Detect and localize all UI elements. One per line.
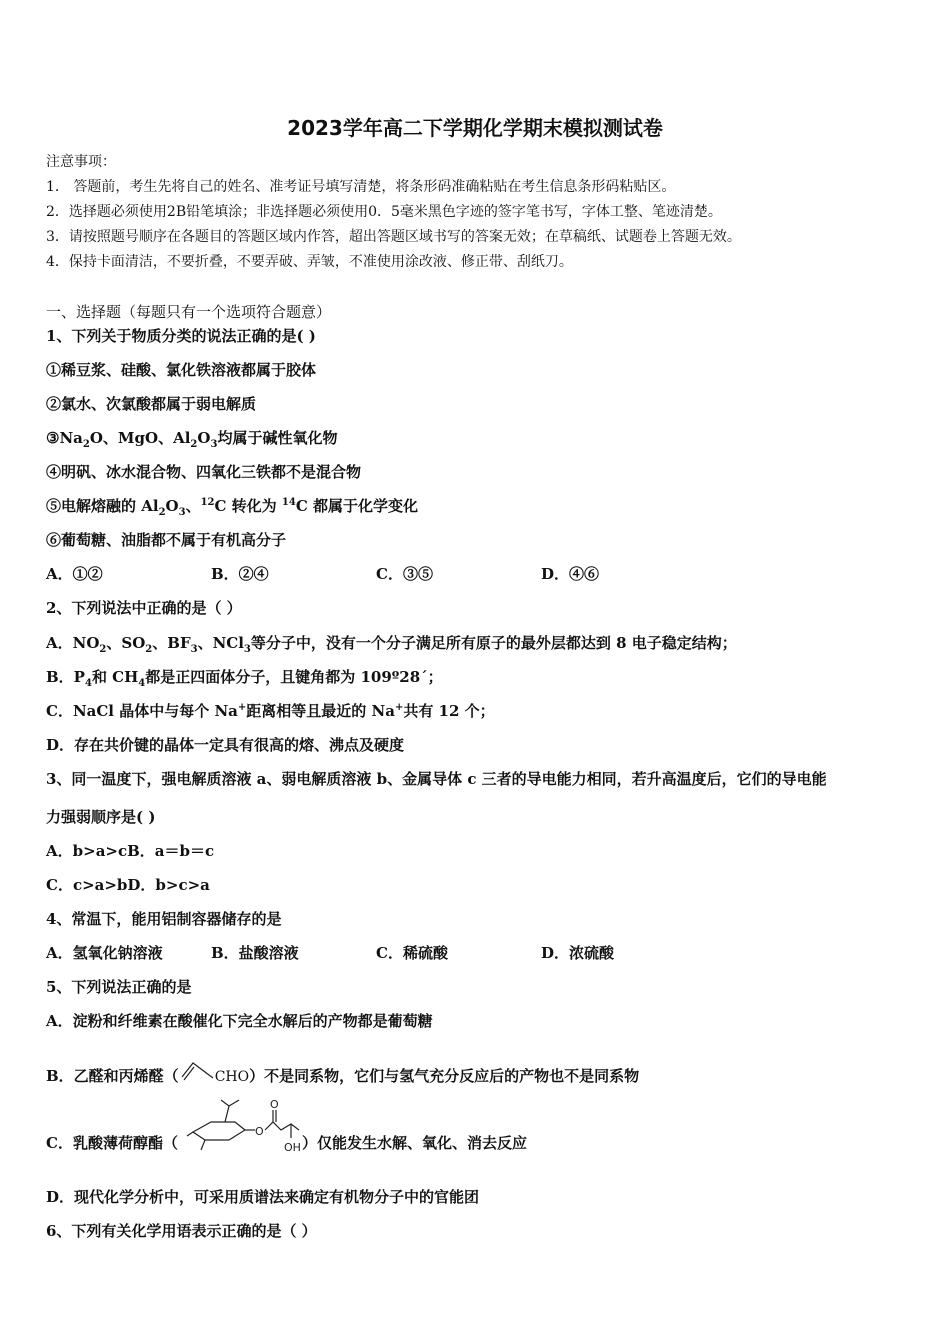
q2-stem: 2、下列说法中正确的是（ ） [46, 599, 242, 617]
page-title: 2023学年高二下学期化学期末模拟测试卷 [287, 116, 663, 140]
q1-option-c: C．③⑤ [376, 565, 433, 583]
q1-option-b: B．②④ [211, 565, 269, 583]
q4-option-a: A．氢氧化钠溶液 [46, 944, 163, 962]
q1-statement-1: ①稀豆浆、硅酸、氯化铁溶液都属于胶体 [46, 361, 317, 379]
q1-option-a: A．①② [46, 565, 103, 583]
acrolein-structure-icon [179, 1057, 215, 1083]
q1-statement-3: $③Na_2O$、MgO、$Al_2O_3$均属于碱性氧化物 [46, 429, 338, 450]
cho-group-label: CHO [214, 1069, 250, 1085]
q2-option-a: A．$NO_2$、$SO_2$、$BF_3$、NCl$_3$等分子中，没有一个分子满足所有原子的最外层都达到 8 电子稳定结构； [46, 634, 737, 655]
q5-option-b: B．乙醛和丙烯醛（ CHO）不是同系物，它们与氢气充分反应后的产物也不是同系物 [46, 1057, 639, 1087]
q1-statement-5: ⑤电解熔融的 $Al_2O_3$、$^{12}$C 转化为 $^{14}$C 都属于化学变化 [46, 497, 418, 518]
notice-item-2: 2．选择题必须使用2B铅笔填涂；非选择题必须使用0．5毫米黑色字迹的签字笔书写，字体工整、笔迹清楚。 [46, 204, 722, 220]
notice-item-4: 4．保持卡面清洁，不要折叠，不要弄破、弄皱，不准使用涂改液、修正带、刮纸刀。 [46, 254, 573, 270]
q2-option-d: D．存在共价键的晶体一定具有很高的熔、沸点及硬度 [46, 736, 405, 754]
q5-stem: 5、下列说法正确的是 [46, 978, 192, 996]
q3-options-cd: C．c>a>bD．b>c>a [46, 876, 210, 894]
q1-statement-2: ②氯水、次氯酸都属于弱电解质 [46, 395, 257, 413]
hydroxyl-label: OH [284, 1141, 301, 1154]
q1-statement-6: ⑥葡萄糖、油脂都不属于有机高分子 [46, 531, 287, 549]
menthyl-lactate-structure-icon [185, 1096, 313, 1158]
q3-options-ab: A．b>a>cB．a＝b＝c [46, 842, 215, 860]
q3-stem-line1: 3、同一温度下，强电解质溶液 a、弱电解质溶液 b、金属导体 c 三者的导电能力相同，若升高温度后，它们的导电能 [46, 770, 827, 788]
notice-item-3: 3．请按照题号顺序在各题目的答题区域内作答，超出答题区域书写的答案无效；在草稿纸、试题卷上答题无效。 [46, 229, 741, 245]
q5-option-a: A．淀粉和纤维素在酸催化下完全水解后的产物都是葡萄糖 [46, 1012, 433, 1030]
q5-option-d: D．现代化学分析中，可采用质谱法来确定有机物分子中的官能团 [46, 1188, 480, 1206]
q5-option-c: C．乳酸薄荷醇酯（ ）仅能发生水解、氧化、消去反应 [46, 1134, 527, 1152]
q4-option-b: B．盐酸溶液 [211, 944, 299, 962]
q4-option-d: D．浓硫酸 [541, 944, 615, 962]
q1-statement-4: ④明矾、冰水混合物、四氧化三铁都不是混合物 [46, 463, 362, 481]
q2-option-b: B．$P_4$和 $CH_4$都是正四面体分子，且键角都为 109º28´； [46, 668, 443, 689]
q1-option-d: D．④⑥ [541, 565, 600, 583]
notice-heading: 注意事项： [46, 154, 116, 170]
q6-stem: 6、下列有关化学用语表示正确的是（ ） [46, 1222, 317, 1240]
carbonyl-oxygen-label: O [270, 1098, 279, 1111]
q4-stem: 4、常温下，能用铝制容器储存的是 [46, 910, 282, 928]
ester-oxygen-label: O [255, 1125, 264, 1138]
notice-item-1: 1． 答题前，考生先将自己的姓名、准考证号填写清楚，将条形码准确粘贴在考生信息条形码粘贴区。 [46, 179, 676, 195]
section-heading: 一、选择题（每题只有一个选项符合题意） [46, 303, 332, 321]
q2-option-c: C．NaCl 晶体中与每个 Na+距离相等且最近的 Na+共有 12 个； [46, 702, 495, 720]
q4-option-c: C．稀硫酸 [376, 944, 448, 962]
q3-stem-line2: 力强弱顺序是( ) [46, 808, 156, 826]
q1-stem: 1、下列关于物质分类的说法正确的是( ) [46, 327, 316, 345]
